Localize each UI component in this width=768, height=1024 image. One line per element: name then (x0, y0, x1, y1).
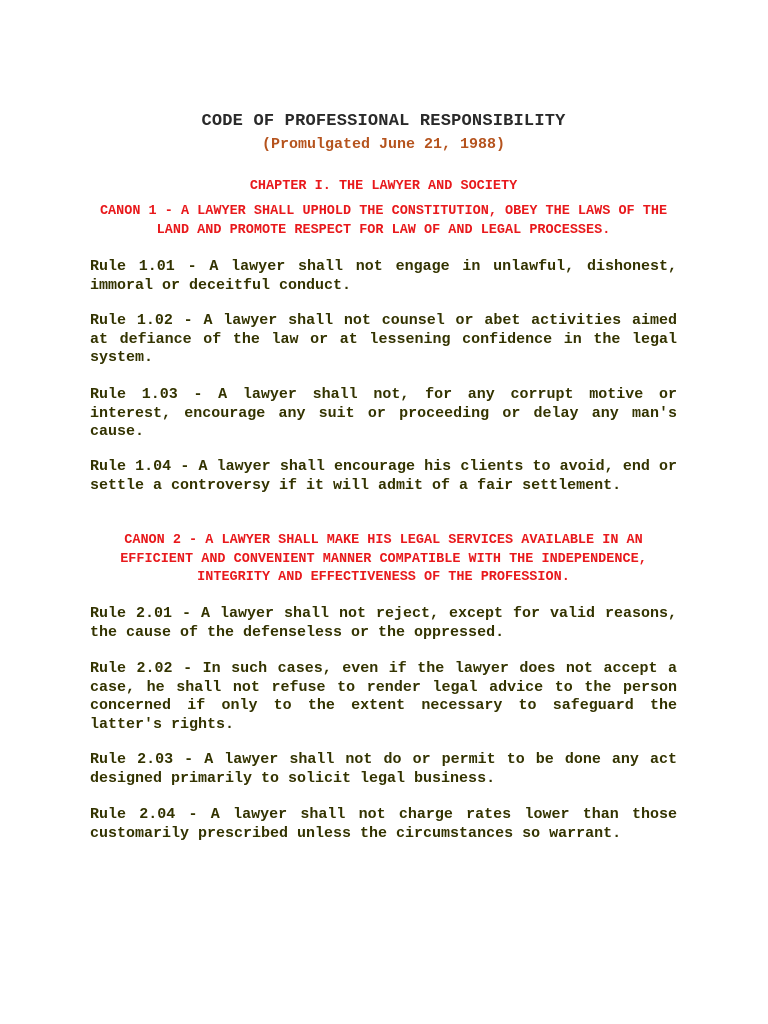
rule-2-02: Rule 2.02 - In such cases, even if the lawyer does not accept a case, he shall not refuse to render legal advice to the person concerned if only to the extent necessary to safeguard the latter's rights. (90, 660, 677, 733)
rule-2-03: Rule 2.03 - A lawyer shall not do or permit to be done any act designed primarily to solicit legal business. (90, 751, 677, 787)
canon-1: CANON 1 - A LAWYER SHALL UPHOLD THE CONSTITUTION, OBEY THE LAWS OF THE LAND AND PROMOTE RESPECT FOR LAW OF AND LEGAL PROCESSES. (99, 204, 668, 238)
rule-1-02: Rule 1.02 - A lawyer shall not counsel or abet activities aimed at defiance of the law or at lessening confidence in the legal system. (90, 312, 677, 366)
chapter-heading: CHAPTER I. THE LAWYER AND SOCIETY (249, 179, 518, 194)
rule-1-01: Rule 1.01 - A lawyer shall not engage in unlawful, dishonest, immoral or deceitful conduct. (90, 258, 677, 294)
canon-2: CANON 2 - A LAWYER SHALL MAKE HIS LEGAL SERVICES AVAILABLE IN AN EFFICIENT AND CONVENIENT MANNER COMPATIBLE WITH THE INDEPENDENCE, INTEGRITY AND EFFECTIVENESS OF THE PROFESSION. (120, 533, 647, 585)
document-subtitle: (Promulgated June 21, 1988) (261, 136, 506, 153)
rule-2-04: Rule 2.04 - A lawyer shall not charge rates lower than those customarily prescribed unless the circumstances so warrant. (90, 806, 677, 842)
rule-1-04: Rule 1.04 - A lawyer shall encourage his clients to avoid, end or settle a controversy if it will admit of a fair settlement. (90, 458, 677, 494)
rule-2-01: Rule 2.01 - A lawyer shall not reject, except for valid reasons, the cause of the defenseless or the oppressed. (90, 605, 677, 641)
document-title: CODE OF PROFESSIONAL RESPONSIBILITY (201, 112, 566, 131)
rule-1-03: Rule 1.03 - A lawyer shall not, for any corrupt motive or interest, encourage any suit or proceeding or delay any man's cause. (90, 386, 677, 440)
